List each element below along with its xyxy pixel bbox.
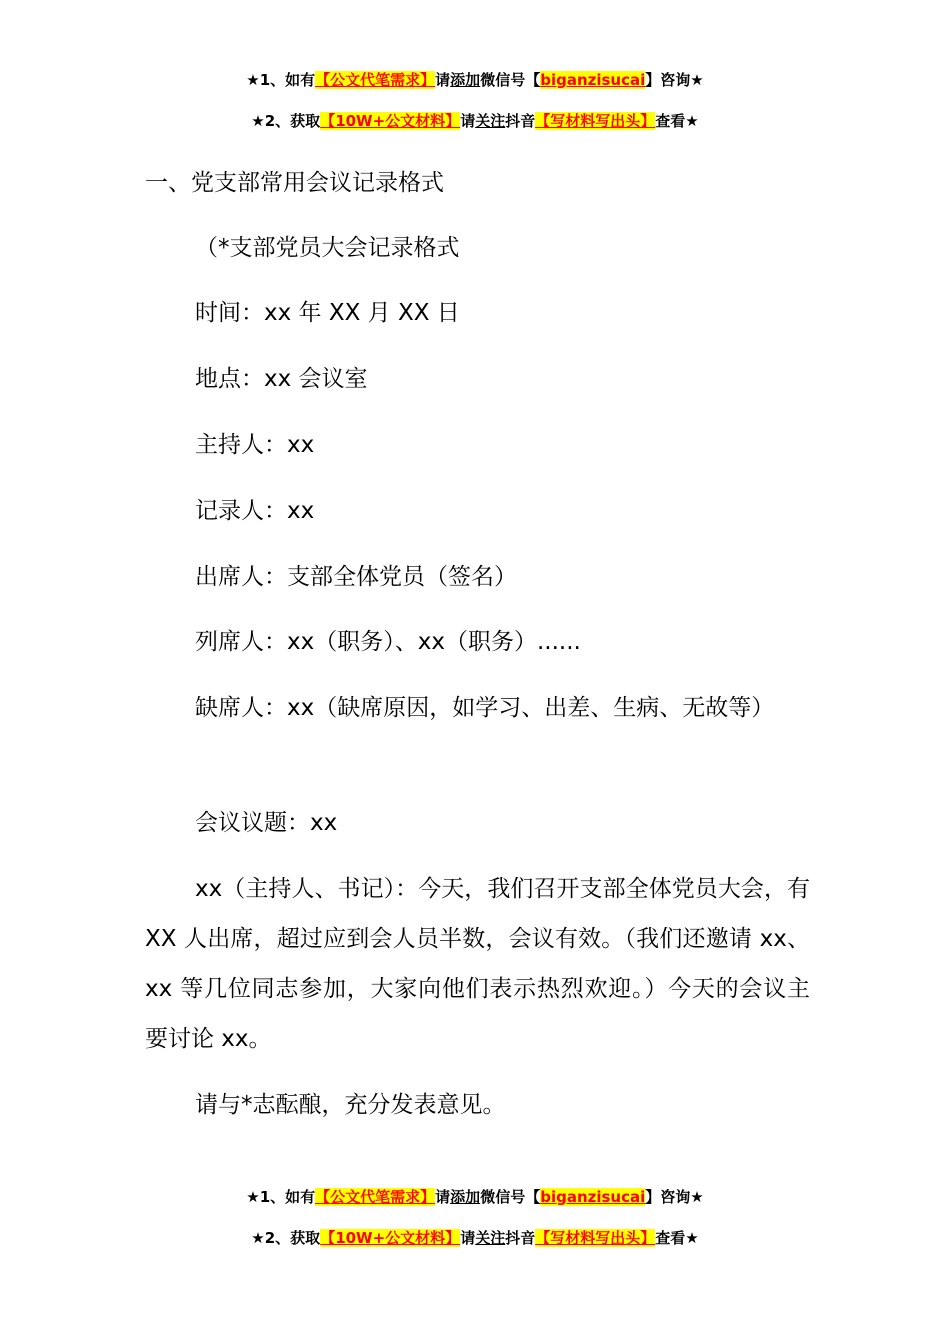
- banner-text: 请: [460, 112, 476, 130]
- highlight-service: 【公文代笔需求】: [315, 71, 436, 89]
- promo-banner-top-1: [0, 69, 950, 91]
- meeting-place: 地点：xx 会议室: [195, 366, 368, 392]
- meeting-attendees: 出席人：支部全体党员（签名）: [195, 564, 517, 590]
- banner-text: ★1、如有: [246, 1188, 316, 1206]
- banner-text: ★1、如有: [246, 71, 316, 89]
- promo-banner-bottom-1: [0, 1186, 950, 1208]
- meeting-observers: 列席人：xx（职务）、xx（职务）......: [195, 629, 581, 655]
- meeting-time: 时间：xx 年 XX 月 XX 日: [195, 300, 460, 326]
- banner-text: 微信号: [480, 1188, 526, 1206]
- banner-text: 请: [435, 1188, 451, 1206]
- bracket: 【: [525, 71, 541, 89]
- banner-text: 请: [435, 71, 451, 89]
- highlight-douyin-account: 【写材料写出头】: [535, 112, 656, 130]
- highlight-wechat-id: biganzisucai: [540, 71, 646, 89]
- banner-text: 抖音: [505, 1229, 536, 1247]
- promo-banner-bottom-2: [0, 1227, 950, 1249]
- highlight-wechat-id: biganzisucai: [540, 1188, 646, 1206]
- banner-text-underlined: 关注: [475, 112, 506, 130]
- highlight-materials: 【10W+公文材料】: [320, 1229, 461, 1247]
- promo-banner-top-2: [0, 110, 950, 132]
- meeting-topic: 会议议题：xx: [195, 810, 338, 836]
- meeting-host: 主持人：xx: [195, 432, 315, 458]
- bracket: 】: [645, 1188, 661, 1206]
- highlight-materials: 【10W+公文材料】: [320, 112, 461, 130]
- bracket: 】: [645, 71, 661, 89]
- bracket: 【: [525, 1188, 541, 1206]
- banner-text: 请: [460, 1229, 476, 1247]
- banner-text-underlined: 添加: [450, 1188, 481, 1206]
- meeting-absent: 缺席人：xx（缺席原因，如学习、出差、生病、无故等）: [195, 695, 775, 721]
- banner-text-underlined: 添加: [450, 71, 481, 89]
- banner-text: 查看★: [655, 112, 699, 130]
- banner-text-underlined: 关注: [475, 1229, 506, 1247]
- meeting-recorder: 记录人：xx: [195, 498, 315, 524]
- subtitle: （*支部党员大会记录格式: [195, 235, 460, 261]
- banner-text: 咨询★: [660, 1188, 704, 1206]
- banner-text: ★2、获取: [251, 112, 321, 130]
- highlight-service: 【公文代笔需求】: [315, 1188, 436, 1206]
- highlight-douyin-account: 【写材料写出头】: [535, 1229, 656, 1247]
- banner-text: 微信号: [480, 71, 526, 89]
- host-speech: xx（主持人、书记）：今天，我们召开支部全体党员大会，有 XX 人出席，超过应到会人员半数，会议有效。（我们还邀请 xx、xx 等几位同志参加，大家向他们表示热烈欢迎。）今天的会议主要讨论 xx。: [145, 876, 810, 1052]
- banner-text: 查看★: [655, 1229, 699, 1247]
- banner-text: ★2、获取: [251, 1229, 321, 1247]
- section-heading: 一、党支部常用会议记录格式: [145, 170, 444, 196]
- banner-text: 咨询★: [660, 71, 704, 89]
- closing-line: 请与*志酝酿，充分发表意见。: [195, 1092, 506, 1118]
- banner-text: 抖音: [505, 112, 536, 130]
